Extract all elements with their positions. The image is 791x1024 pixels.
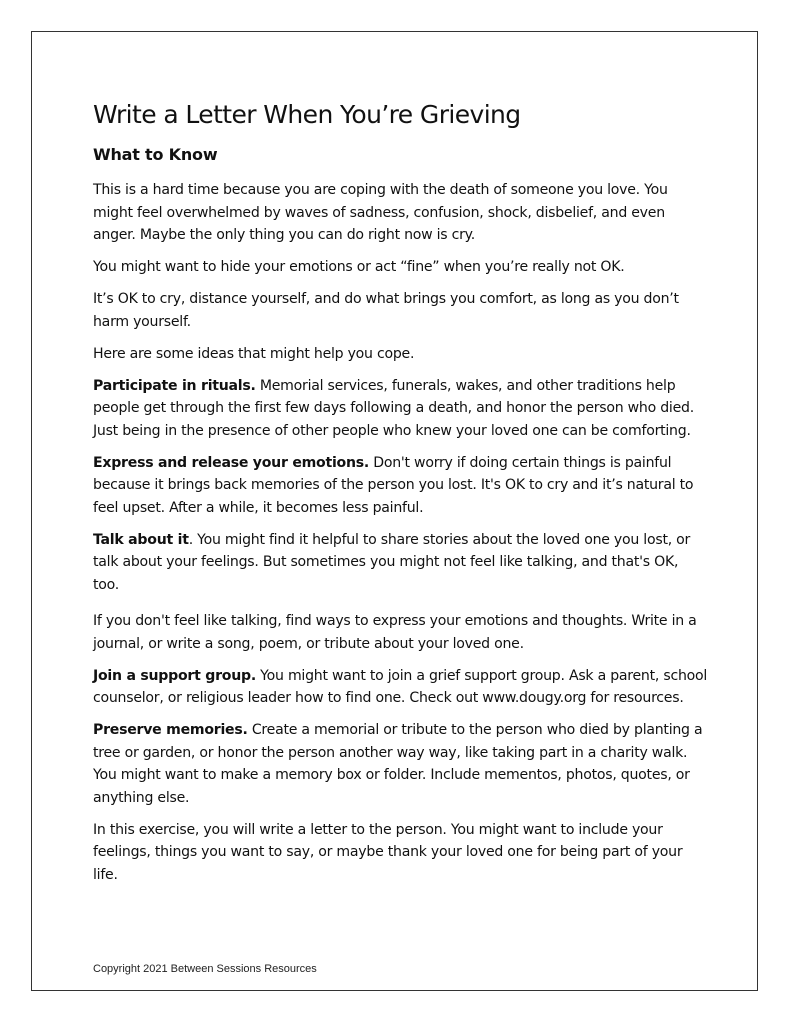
paragraph-text: Memorial services, funerals, wakes, and other traditions help people get through the first few days following a death, and honor the person who died. Just being in the presence of other people who knew your loved one can be comforting. [93, 377, 694, 439]
paragraph-text: This is a hard time because you are coping with the death of someone you love. You might feel overwhelmed by waves of sadness, confusion, shock, disbelief, and even anger. Maybe the only thing you can do right now is cry. [93, 182, 668, 243]
paragraph-hide-emotions [93, 256, 708, 279]
paragraph-lead: Talk about it [93, 531, 189, 548]
paragraph-text: If you don't feel like talking, find ways to express your emotions and thoughts. Write in a journal, or write a song, poem, or tribute about your loved one. [93, 613, 697, 652]
section-heading: What to Know [93, 145, 218, 164]
paragraph-preserve-memories [93, 719, 708, 809]
paragraph-rituals [93, 375, 708, 443]
paragraph-intro [93, 179, 708, 247]
paragraph-express-emotions [93, 452, 708, 520]
paragraph-text: In this exercise, you will write a letter to the person. You might want to include your feelings, things you want to say, or maybe thank your loved one for being part of your life. [93, 821, 683, 883]
paragraph-ideas [93, 343, 708, 366]
paragraph-text: . You might find it helpful to share stories about the loved one you lost, or talk about your feelings. But sometimes you might not feel like talking, and that's OK, too. [93, 531, 691, 593]
paragraph-lead: Participate in rituals. [93, 377, 256, 394]
paragraph-lead: Join a support group. [93, 667, 256, 684]
paragraph-text: Don't worry if doing certain things is painful because it brings back memories of the person you lost. It's OK to cry and it’s natural to feel upset. After a while, it becomes less painful. [93, 454, 694, 516]
paragraph-text: Here are some ideas that might help you cope. [93, 345, 415, 362]
document-body [93, 95, 708, 896]
paragraph-exercise [93, 819, 708, 887]
paragraph-text: It’s OK to cry, distance yourself, and do what brings you comfort, as long as you don’t harm yourself. [93, 291, 679, 330]
page-title: Write a Letter When You’re Grieving [93, 100, 521, 129]
copyright-footer: Copyright 2021 Between Sessions Resources [93, 963, 317, 975]
paragraph-lead: Preserve memories. [93, 722, 248, 738]
paragraph-text: Create a memorial or tribute to the person who died by planting a tree or garden, or honor the person another way way, like taking part in a charity walk. You might want to make a memory box or folder. Include mementos, photos, quotes, or anything else. [93, 722, 703, 806]
paragraph-talk-about-it [93, 529, 708, 597]
paragraph-lead: Express and release your emotions. [93, 454, 370, 471]
paragraph-not-talking [93, 610, 708, 655]
paragraph-support-group [93, 665, 708, 710]
paragraph-text: You might want to hide your emotions or act “fine” when you’re really not OK. [93, 259, 625, 275]
paragraph-ok-to-cry [93, 288, 708, 333]
paragraph-text: You might want to join a grief support group. Ask a parent, school counselor, or religious leader how to find one. Check out www.dougy.org for resources. [93, 667, 708, 706]
